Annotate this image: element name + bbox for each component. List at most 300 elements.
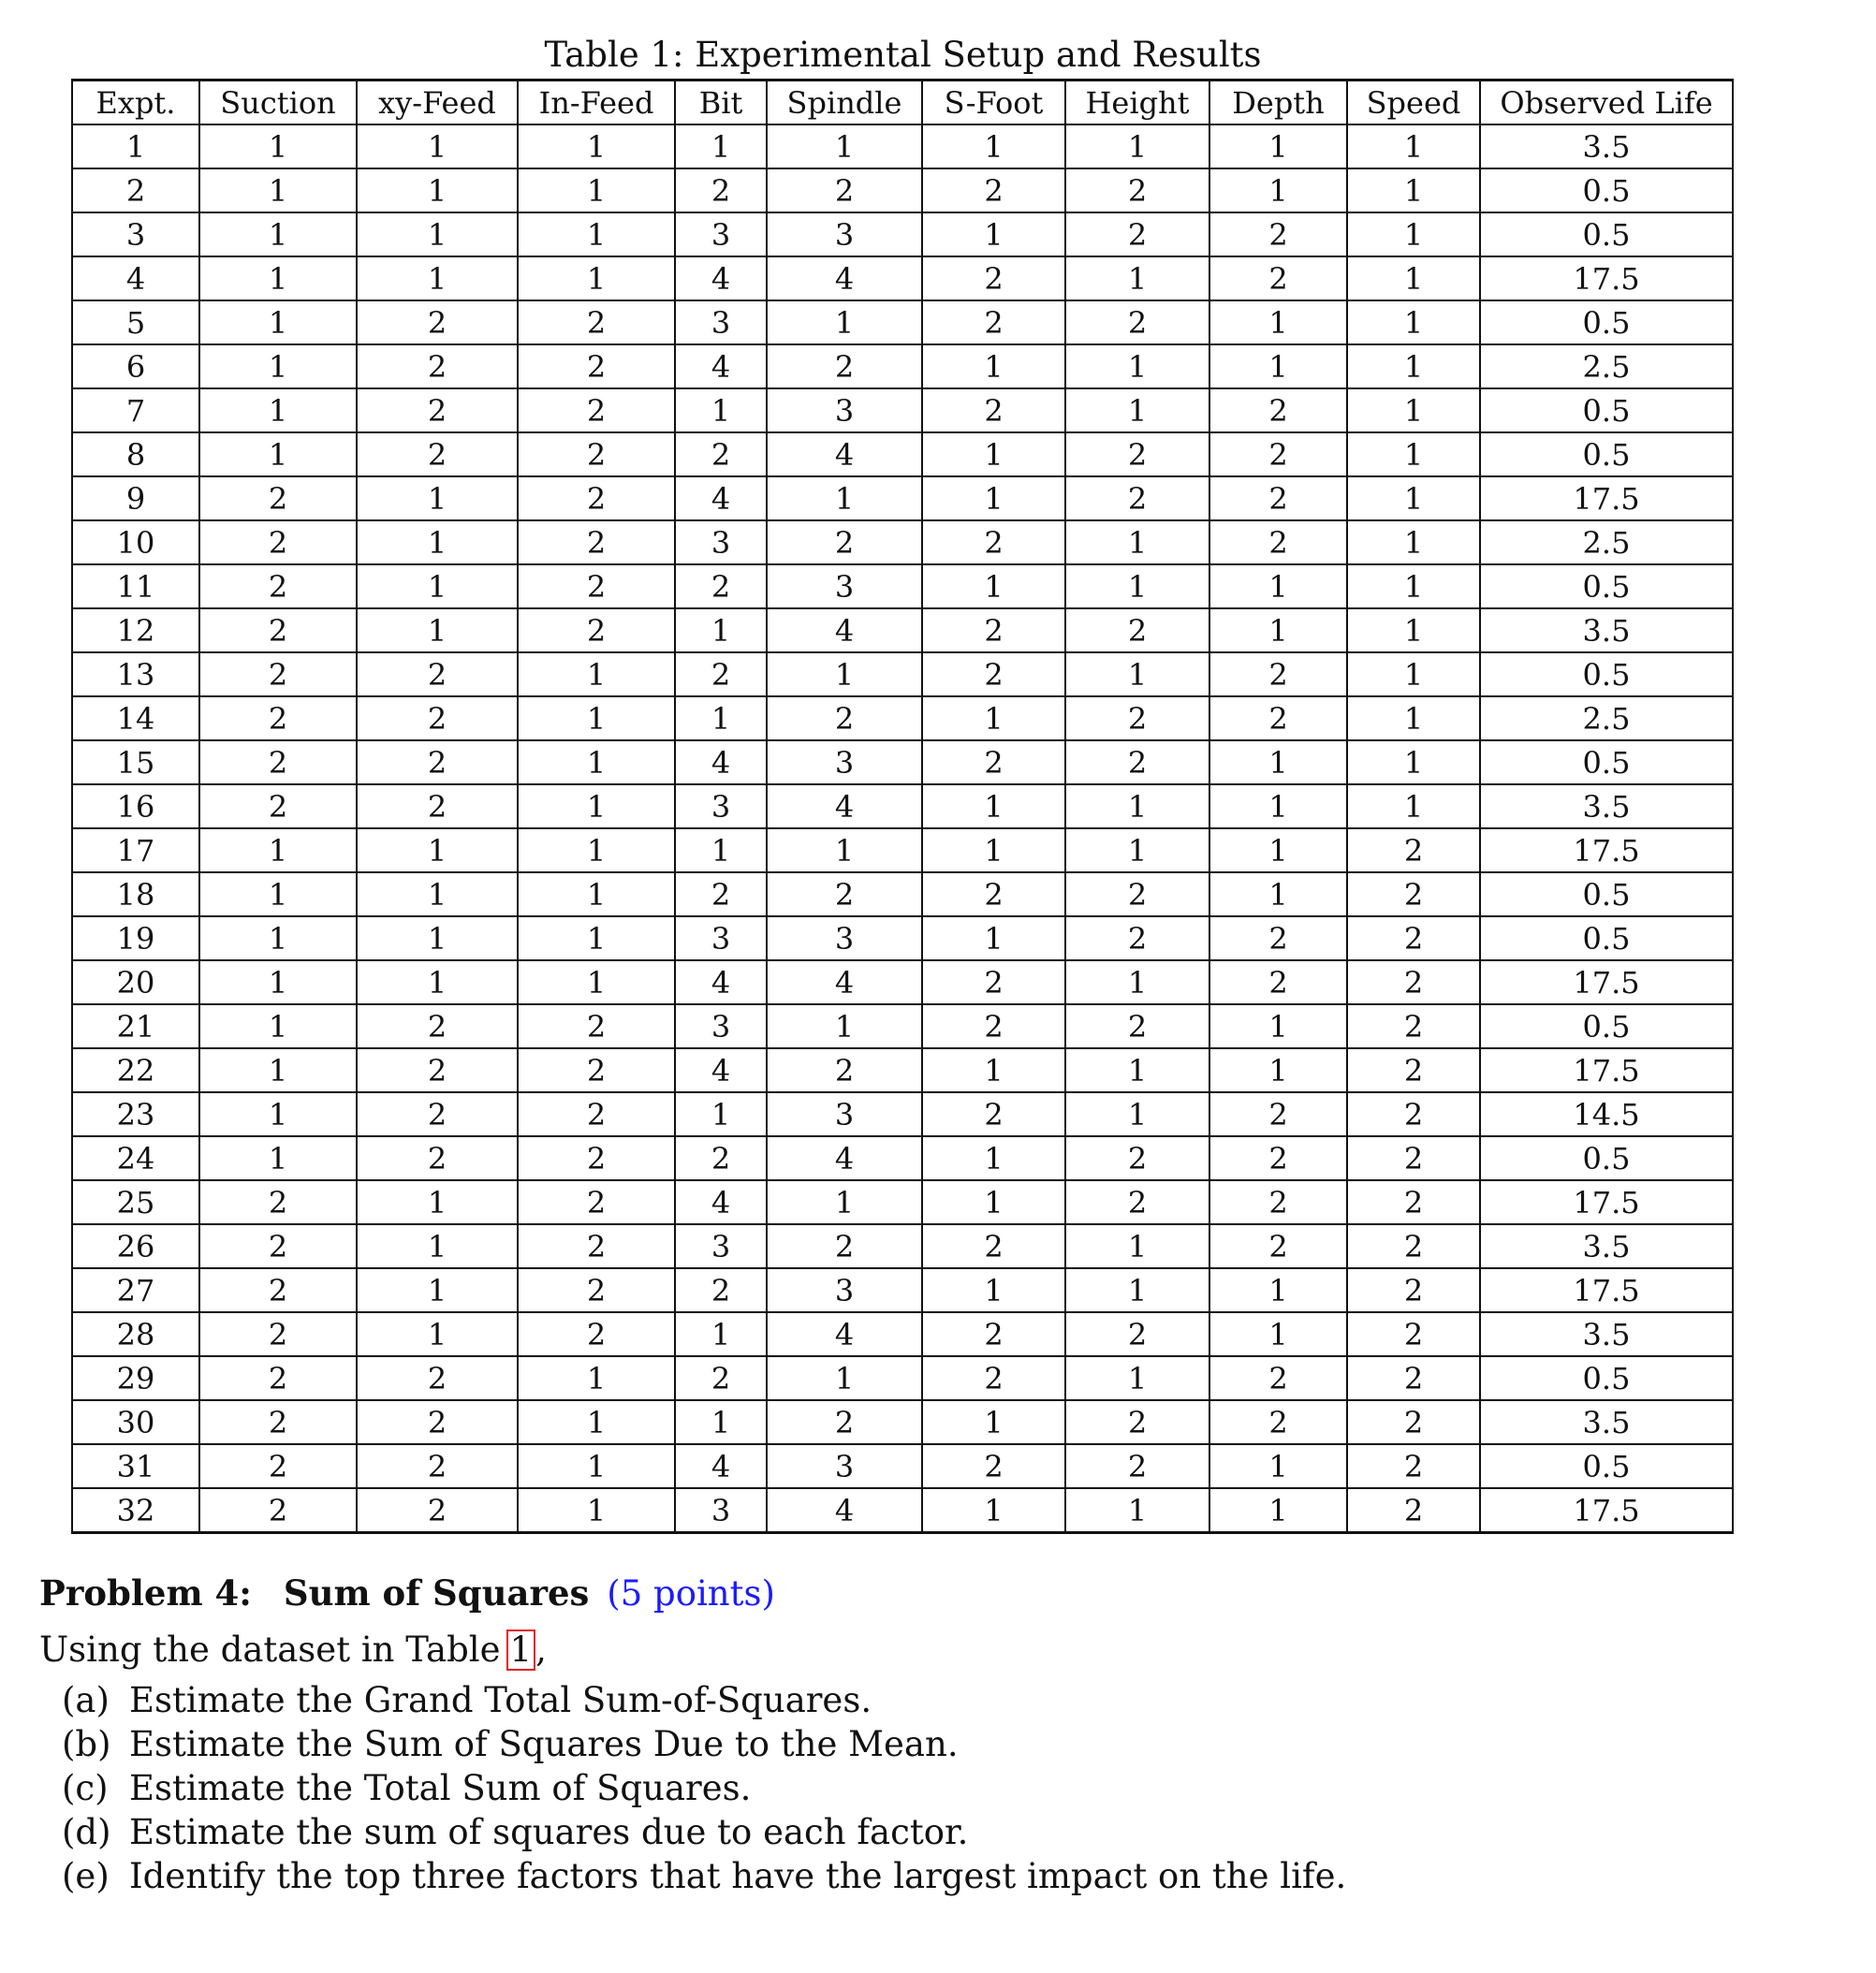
cell-xy-feed: 2: [357, 1004, 518, 1048]
part-label: (e): [62, 1856, 110, 1896]
cell-spindle: 1: [767, 1180, 922, 1224]
cell-speed: 2: [1347, 1048, 1480, 1092]
cell-spindle: 3: [767, 1092, 922, 1136]
cell-suction: 1: [199, 872, 357, 916]
cell-depth: 1: [1209, 1488, 1347, 1533]
cell-height: 1: [1065, 256, 1209, 300]
cell-spindle: 1: [767, 124, 922, 168]
cell-depth: 2: [1209, 476, 1347, 520]
cell-suction: 2: [199, 784, 357, 828]
cell-depth: 2: [1209, 1136, 1347, 1180]
cell-depth: 2: [1209, 1400, 1347, 1444]
cell-suction: 1: [199, 256, 357, 300]
cell-bit: 1: [675, 1312, 767, 1356]
cell-expt: 29: [72, 1356, 199, 1400]
table-row: [72, 1444, 1733, 1488]
cell-bit: 2: [675, 168, 767, 212]
cell-observed-life: 0.5: [1480, 1136, 1733, 1180]
cell-bit: 4: [675, 256, 767, 300]
cell-spindle: 3: [767, 740, 922, 784]
table-row: [72, 344, 1733, 388]
cell-height: 1: [1065, 828, 1209, 872]
cell-depth: 1: [1209, 564, 1347, 608]
cell-spindle: 3: [767, 388, 922, 432]
experimental-results-table: [71, 79, 1734, 1534]
cell-suction: 1: [199, 344, 357, 388]
table-row: [72, 696, 1733, 740]
cell-observed-life: 17.5: [1480, 1268, 1733, 1312]
cell-s-foot: 2: [922, 1444, 1065, 1488]
cell-bit: 2: [675, 432, 767, 476]
cell-suction: 2: [199, 696, 357, 740]
cell-in-feed: 1: [518, 740, 675, 784]
column-header-bit: Bit: [675, 80, 767, 125]
cell-bit: 1: [675, 124, 767, 168]
cell-expt: 4: [72, 256, 199, 300]
problem-part: [62, 1722, 1818, 1766]
cell-in-feed: 1: [518, 1356, 675, 1400]
cell-s-foot: 1: [922, 696, 1065, 740]
cell-bit: 1: [675, 388, 767, 432]
cell-expt: 7: [72, 388, 199, 432]
cell-s-foot: 2: [922, 256, 1065, 300]
problem-part: [62, 1810, 1818, 1854]
cell-height: 2: [1065, 1180, 1209, 1224]
part-text: Estimate the Sum of Squares Due to the Mean.: [129, 1724, 959, 1764]
cell-depth: 1: [1209, 1268, 1347, 1312]
cell-suction: 2: [199, 1444, 357, 1488]
cell-bit: 1: [675, 828, 767, 872]
cell-spindle: 2: [767, 168, 922, 212]
cell-s-foot: 1: [922, 212, 1065, 256]
cell-speed: 1: [1347, 696, 1480, 740]
cell-s-foot: 1: [922, 828, 1065, 872]
cell-xy-feed: 1: [357, 168, 518, 212]
cell-observed-life: 3.5: [1480, 608, 1733, 652]
cell-height: 1: [1065, 1224, 1209, 1268]
cell-suction: 1: [199, 388, 357, 432]
cell-spindle: 3: [767, 1268, 922, 1312]
cell-suction: 2: [199, 564, 357, 608]
cell-in-feed: 2: [518, 1268, 675, 1312]
cell-xy-feed: 1: [357, 1268, 518, 1312]
cell-bit: 2: [675, 652, 767, 696]
part-text: Identify the top three factors that have the largest impact on the life.: [129, 1856, 1347, 1896]
cell-bit: 1: [675, 696, 767, 740]
cell-s-foot: 1: [922, 916, 1065, 960]
cell-suction: 2: [199, 652, 357, 696]
column-header-expt: Expt.: [72, 80, 199, 125]
cell-observed-life: 2.5: [1480, 696, 1733, 740]
cell-expt: 14: [72, 696, 199, 740]
cell-height: 1: [1065, 1488, 1209, 1533]
cell-s-foot: 2: [922, 608, 1065, 652]
cell-suction: 2: [199, 740, 357, 784]
cell-spindle: 2: [767, 1048, 922, 1092]
cell-height: 2: [1065, 300, 1209, 344]
cell-xy-feed: 1: [357, 1180, 518, 1224]
cell-xy-feed: 1: [357, 564, 518, 608]
cell-speed: 1: [1347, 608, 1480, 652]
cell-xy-feed: 2: [357, 1400, 518, 1444]
cell-height: 1: [1065, 1356, 1209, 1400]
cell-s-foot: 2: [922, 872, 1065, 916]
cell-observed-life: 17.5: [1480, 256, 1733, 300]
cell-speed: 1: [1347, 388, 1480, 432]
cell-depth: 2: [1209, 432, 1347, 476]
cell-in-feed: 1: [518, 960, 675, 1004]
cell-bit: 2: [675, 1356, 767, 1400]
cell-bit: 3: [675, 300, 767, 344]
cell-in-feed: 2: [518, 432, 675, 476]
cell-bit: 4: [675, 1048, 767, 1092]
cell-bit: 4: [675, 960, 767, 1004]
table-row: [72, 300, 1733, 344]
cell-suction: 1: [199, 1004, 357, 1048]
cell-depth: 1: [1209, 344, 1347, 388]
cell-height: 2: [1065, 696, 1209, 740]
cell-in-feed: 1: [518, 1488, 675, 1533]
part-label: (c): [62, 1768, 109, 1808]
intro-end: ,: [535, 1630, 547, 1670]
cell-depth: 2: [1209, 1356, 1347, 1400]
cell-speed: 2: [1347, 1356, 1480, 1400]
cell-expt: 25: [72, 1180, 199, 1224]
table-row: [72, 1356, 1733, 1400]
cell-depth: 2: [1209, 960, 1347, 1004]
table-row: [72, 432, 1733, 476]
cell-depth: 1: [1209, 740, 1347, 784]
cell-s-foot: 2: [922, 1224, 1065, 1268]
cell-observed-life: 0.5: [1480, 1004, 1733, 1048]
table-row: [72, 1004, 1733, 1048]
cell-in-feed: 2: [518, 300, 675, 344]
cell-in-feed: 2: [518, 564, 675, 608]
cell-height: 2: [1065, 432, 1209, 476]
cell-spindle: 1: [767, 476, 922, 520]
cell-speed: 2: [1347, 1488, 1480, 1533]
cell-height: 1: [1065, 388, 1209, 432]
cell-expt: 18: [72, 872, 199, 916]
cell-xy-feed: 1: [357, 916, 518, 960]
column-header-height: Height: [1065, 80, 1209, 125]
cell-in-feed: 1: [518, 124, 675, 168]
cell-height: 2: [1065, 1312, 1209, 1356]
cell-bit: 3: [675, 784, 767, 828]
cell-in-feed: 2: [518, 1048, 675, 1092]
cell-speed: 1: [1347, 256, 1480, 300]
table-row: [72, 740, 1733, 784]
cell-s-foot: 1: [922, 1180, 1065, 1224]
cell-s-foot: 1: [922, 1400, 1065, 1444]
cell-speed: 2: [1347, 1268, 1480, 1312]
cell-depth: 1: [1209, 828, 1347, 872]
cell-expt: 6: [72, 344, 199, 388]
cell-speed: 1: [1347, 168, 1480, 212]
cell-spindle: 4: [767, 1488, 922, 1533]
cell-suction: 1: [199, 300, 357, 344]
cell-xy-feed: 1: [357, 212, 518, 256]
cell-suction: 2: [199, 608, 357, 652]
cell-observed-life: 3.5: [1480, 124, 1733, 168]
cell-speed: 1: [1347, 124, 1480, 168]
cell-expt: 26: [72, 1224, 199, 1268]
cell-speed: 2: [1347, 960, 1480, 1004]
cell-height: 1: [1065, 520, 1209, 564]
cell-xy-feed: 2: [357, 344, 518, 388]
part-label: (d): [62, 1812, 111, 1852]
cell-suction: 1: [199, 168, 357, 212]
cell-depth: 1: [1209, 124, 1347, 168]
cell-depth: 1: [1209, 1004, 1347, 1048]
cell-speed: 2: [1347, 1092, 1480, 1136]
cell-spindle: 2: [767, 1400, 922, 1444]
cell-bit: 4: [675, 476, 767, 520]
cell-s-foot: 1: [922, 784, 1065, 828]
cell-bit: 2: [675, 1136, 767, 1180]
cell-spindle: 1: [767, 652, 922, 696]
cell-s-foot: 2: [922, 740, 1065, 784]
cell-expt: 22: [72, 1048, 199, 1092]
cell-suction: 2: [199, 1356, 357, 1400]
table-row: [72, 1224, 1733, 1268]
table-row: [72, 212, 1733, 256]
cell-expt: 15: [72, 740, 199, 784]
cell-depth: 2: [1209, 1180, 1347, 1224]
cell-height: 2: [1065, 916, 1209, 960]
table-body: [72, 124, 1733, 1533]
column-header-s-foot: S-Foot: [922, 80, 1065, 125]
cell-s-foot: 2: [922, 1356, 1065, 1400]
cell-xy-feed: 2: [357, 1048, 518, 1092]
problem-part: [62, 1678, 1818, 1722]
cell-xy-feed: 1: [357, 1224, 518, 1268]
column-header-in-feed: In-Feed: [518, 80, 675, 125]
cell-bit: 4: [675, 1180, 767, 1224]
table-row: [72, 608, 1733, 652]
cell-bit: 2: [675, 1268, 767, 1312]
cell-height: 1: [1065, 344, 1209, 388]
cell-suction: 2: [199, 1180, 357, 1224]
cell-suction: 1: [199, 828, 357, 872]
cell-s-foot: 2: [922, 1092, 1065, 1136]
problem-number: Problem 4:: [39, 1572, 252, 1614]
problem-heading: [39, 1565, 1818, 1622]
cell-xy-feed: 1: [357, 608, 518, 652]
cell-expt: 12: [72, 608, 199, 652]
cell-expt: 31: [72, 1444, 199, 1488]
cell-speed: 1: [1347, 300, 1480, 344]
cell-speed: 2: [1347, 828, 1480, 872]
cell-observed-life: 0.5: [1480, 872, 1733, 916]
cell-in-feed: 2: [518, 1004, 675, 1048]
cell-observed-life: 14.5: [1480, 1092, 1733, 1136]
cell-speed: 2: [1347, 1136, 1480, 1180]
column-header-observed-life: Observed Life: [1480, 80, 1733, 125]
cell-suction: 1: [199, 960, 357, 1004]
cell-speed: 1: [1347, 432, 1480, 476]
cell-in-feed: 1: [518, 256, 675, 300]
cell-speed: 2: [1347, 1224, 1480, 1268]
cell-expt: 19: [72, 916, 199, 960]
cell-in-feed: 2: [518, 1136, 675, 1180]
cell-observed-life: 17.5: [1480, 1488, 1733, 1533]
cell-s-foot: 2: [922, 1312, 1065, 1356]
cell-bit: 4: [675, 1444, 767, 1488]
cell-spindle: 2: [767, 696, 922, 740]
table-row: [72, 872, 1733, 916]
cell-observed-life: 0.5: [1480, 300, 1733, 344]
cell-in-feed: 1: [518, 828, 675, 872]
cell-suction: 2: [199, 476, 357, 520]
cell-bit: 3: [675, 1224, 767, 1268]
cell-xy-feed: 2: [357, 1488, 518, 1533]
cell-observed-life: 17.5: [1480, 476, 1733, 520]
cell-s-foot: 1: [922, 124, 1065, 168]
cell-depth: 1: [1209, 1444, 1347, 1488]
cell-xy-feed: 1: [357, 476, 518, 520]
cell-observed-life: 17.5: [1480, 1048, 1733, 1092]
cell-expt: 16: [72, 784, 199, 828]
table-row: [72, 1400, 1733, 1444]
cell-observed-life: 0.5: [1480, 1356, 1733, 1400]
cell-in-feed: 1: [518, 872, 675, 916]
cell-spindle: 4: [767, 432, 922, 476]
cell-speed: 1: [1347, 476, 1480, 520]
cell-bit: 3: [675, 212, 767, 256]
cell-s-foot: 1: [922, 476, 1065, 520]
problem-part: [62, 1854, 1818, 1898]
cell-xy-feed: 2: [357, 1444, 518, 1488]
cell-spindle: 3: [767, 212, 922, 256]
cell-expt: 8: [72, 432, 199, 476]
problem-intro: [39, 1622, 1818, 1678]
part-text: Estimate the sum of squares due to each factor.: [129, 1812, 969, 1852]
cell-speed: 2: [1347, 1004, 1480, 1048]
table-row: [72, 784, 1733, 828]
table-row: [72, 1092, 1733, 1136]
cell-observed-life: 17.5: [1480, 828, 1733, 872]
cell-s-foot: 2: [922, 388, 1065, 432]
cell-expt: 13: [72, 652, 199, 696]
cell-s-foot: 2: [922, 168, 1065, 212]
cell-spindle: 3: [767, 916, 922, 960]
cell-depth: 2: [1209, 652, 1347, 696]
cell-expt: 3: [72, 212, 199, 256]
cell-in-feed: 1: [518, 212, 675, 256]
table-row: [72, 476, 1733, 520]
cell-in-feed: 2: [518, 1224, 675, 1268]
cell-xy-feed: 1: [357, 872, 518, 916]
column-header-xy-feed: xy-Feed: [357, 80, 518, 125]
cell-height: 2: [1065, 476, 1209, 520]
cell-spindle: 4: [767, 256, 922, 300]
cell-xy-feed: 2: [357, 1136, 518, 1180]
cell-suction: 1: [199, 124, 357, 168]
cell-height: 1: [1065, 652, 1209, 696]
problem-title: Sum of Squares: [283, 1572, 590, 1614]
cell-s-foot: 1: [922, 432, 1065, 476]
cell-height: 1: [1065, 960, 1209, 1004]
cell-observed-life: 17.5: [1480, 1180, 1733, 1224]
cell-expt: 32: [72, 1488, 199, 1533]
cell-s-foot: 1: [922, 1136, 1065, 1180]
cell-spindle: 1: [767, 300, 922, 344]
cell-depth: 2: [1209, 696, 1347, 740]
cell-bit: 3: [675, 1488, 767, 1533]
cell-observed-life: 0.5: [1480, 388, 1733, 432]
cell-observed-life: 0.5: [1480, 916, 1733, 960]
table-row: [72, 1136, 1733, 1180]
cell-observed-life: 3.5: [1480, 1312, 1733, 1356]
table-row: [72, 828, 1733, 872]
cell-s-foot: 1: [922, 1488, 1065, 1533]
problem-section: [39, 1565, 1818, 1898]
cell-observed-life: 0.5: [1480, 168, 1733, 212]
cell-speed: 2: [1347, 1180, 1480, 1224]
cell-spindle: 3: [767, 564, 922, 608]
cell-in-feed: 2: [518, 476, 675, 520]
cell-bit: 3: [675, 520, 767, 564]
cell-height: 1: [1065, 1092, 1209, 1136]
cell-depth: 1: [1209, 608, 1347, 652]
cell-depth: 2: [1209, 212, 1347, 256]
cell-suction: 1: [199, 1092, 357, 1136]
table-row: [72, 1312, 1733, 1356]
cell-in-feed: 1: [518, 784, 675, 828]
cell-speed: 2: [1347, 916, 1480, 960]
cell-s-foot: 1: [922, 1048, 1065, 1092]
cell-xy-feed: 2: [357, 740, 518, 784]
table-row: [72, 1048, 1733, 1092]
cell-suction: 2: [199, 1268, 357, 1312]
cell-in-feed: 2: [518, 1092, 675, 1136]
cell-observed-life: 3.5: [1480, 784, 1733, 828]
cell-in-feed: 2: [518, 344, 675, 388]
cell-depth: 1: [1209, 872, 1347, 916]
cell-suction: 2: [199, 1400, 357, 1444]
cell-s-foot: 2: [922, 300, 1065, 344]
cell-in-feed: 1: [518, 1444, 675, 1488]
cell-observed-life: 0.5: [1480, 652, 1733, 696]
cell-height: 2: [1065, 168, 1209, 212]
cell-in-feed: 1: [518, 652, 675, 696]
cell-suction: 2: [199, 520, 357, 564]
cell-expt: 9: [72, 476, 199, 520]
cell-observed-life: 0.5: [1480, 740, 1733, 784]
table-row: [72, 168, 1733, 212]
cell-xy-feed: 1: [357, 960, 518, 1004]
table-reference-link[interactable]: 1: [506, 1630, 536, 1671]
cell-spindle: 2: [767, 520, 922, 564]
cell-expt: 21: [72, 1004, 199, 1048]
cell-xy-feed: 1: [357, 124, 518, 168]
table-row: [72, 256, 1733, 300]
table-row: [72, 916, 1733, 960]
cell-s-foot: 1: [922, 564, 1065, 608]
cell-height: 2: [1065, 740, 1209, 784]
cell-depth: 2: [1209, 916, 1347, 960]
cell-speed: 2: [1347, 1444, 1480, 1488]
cell-expt: 24: [72, 1136, 199, 1180]
cell-expt: 23: [72, 1092, 199, 1136]
cell-xy-feed: 1: [357, 520, 518, 564]
cell-depth: 2: [1209, 520, 1347, 564]
cell-xy-feed: 2: [357, 1092, 518, 1136]
cell-observed-life: 0.5: [1480, 564, 1733, 608]
cell-spindle: 2: [767, 1224, 922, 1268]
cell-xy-feed: 1: [357, 828, 518, 872]
